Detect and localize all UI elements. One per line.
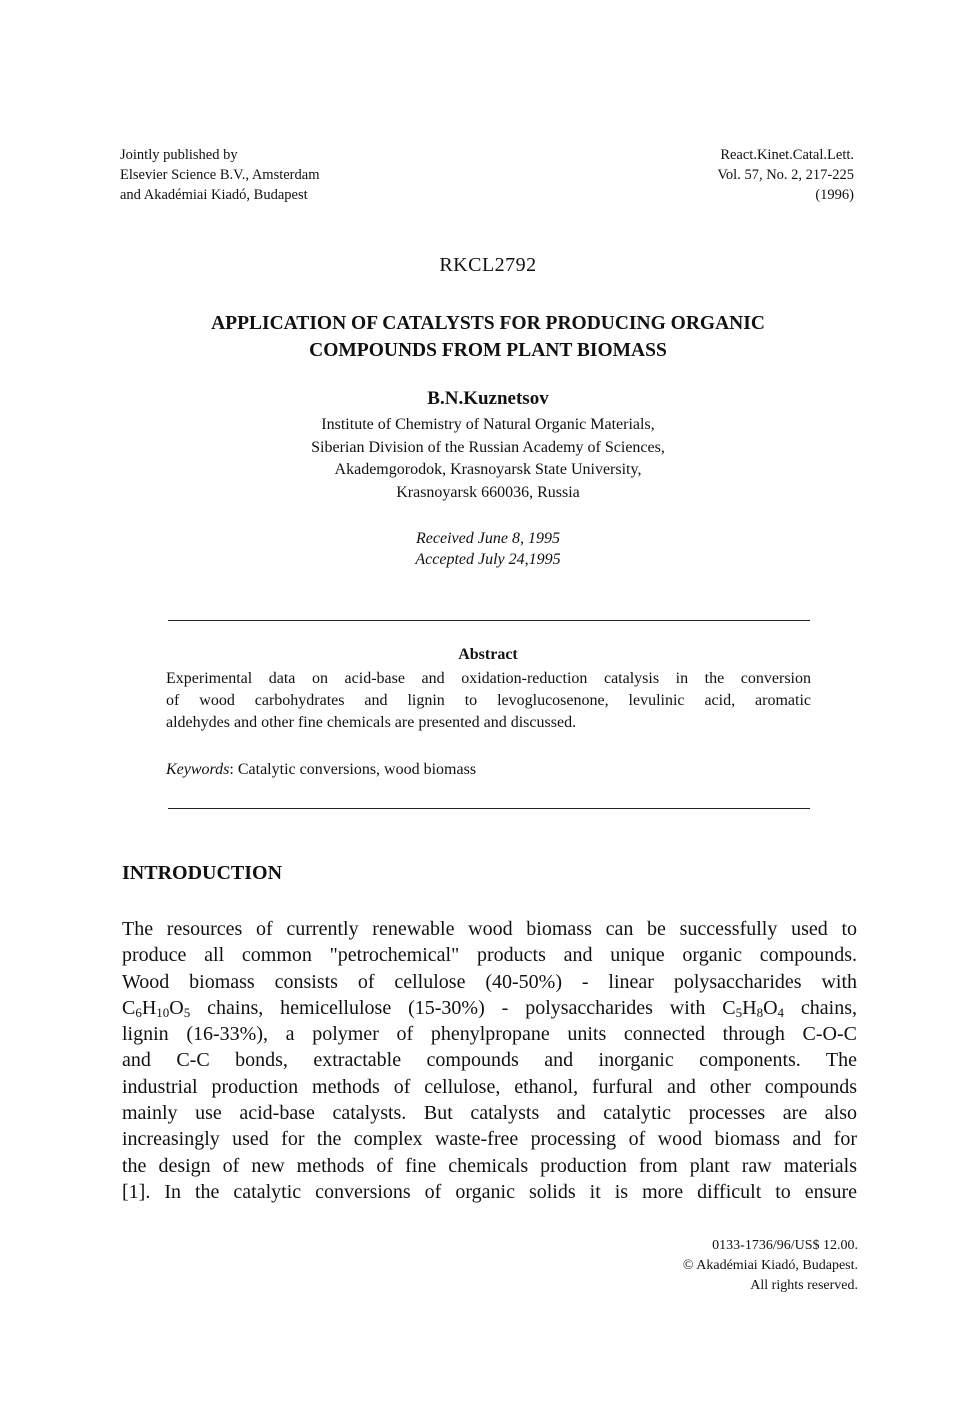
journal-year: (1996) — [815, 187, 854, 203]
article-dates — [0, 528, 976, 570]
abstract-top-rule — [168, 620, 810, 621]
author-affiliation — [0, 414, 976, 504]
abstract-line: aldehydes and other fine chemicals are presented and discussed. — [166, 714, 577, 731]
journal-name: React.Kinet.Catal.Lett. — [720, 147, 854, 163]
publisher-line: Jointly published by — [120, 147, 238, 163]
title-line: APPLICATION OF CATALYSTS FOR PRODUCING ORGANIC — [211, 313, 765, 334]
copyright-footer — [683, 1236, 858, 1296]
title-line: COMPOUNDS FROM PLANT BIOMASS — [309, 340, 667, 361]
body-line-formulas: $C_6H_{10}O_5$ chains, hemicellulose (15-30%) - polysaccharides with $C_5H_8O_4$ chains, — [122, 996, 858, 1020]
body-line: [1]. In the catalytic conversions of organic solids it is more difficult to ensure — [122, 1180, 857, 1203]
journal-citation — [717, 145, 854, 205]
abstract-line: of wood carbohydrates and lignin to levoglucosenone, levulinic acid, aromatic — [166, 692, 811, 709]
abstract-line: Experimental data on acid-base and oxidation-reduction catalysis in the conversion — [166, 670, 811, 687]
received-date: Received June 8, 1995 — [416, 530, 560, 547]
affiliation-line: Akademgorodok, Krasnoyarsk State University, — [334, 461, 642, 478]
abstract-body — [166, 668, 811, 734]
body-line: The resources of currently renewable wood biomass can be successfully used to — [122, 918, 857, 940]
affiliation-line: Institute of Chemistry of Natural Organic Materials, — [321, 416, 655, 433]
introduction-body — [122, 916, 857, 1205]
article-code: RKCL2792 — [439, 254, 537, 276]
publisher-info — [120, 145, 319, 205]
body-line: increasingly used for the complex waste-free processing of wood biomass and for — [122, 1128, 857, 1151]
publisher-line: and Akadémiai Kiadó, Budapest — [120, 187, 308, 203]
body-line: the design of new methods of fine chemicals production from plant raw materials — [122, 1154, 857, 1177]
publisher-line: Elsevier Science B.V., Amsterdam — [120, 167, 320, 183]
body-line: Wood biomass consists of cellulose (40-50%) - linear polysaccharides with — [122, 970, 857, 993]
abstract-heading: Abstract — [458, 646, 518, 663]
keywords-label: Keywords — [166, 761, 230, 778]
affiliation-line: Krasnoyarsk 660036, Russia — [396, 483, 580, 501]
keywords — [166, 761, 476, 779]
accepted-date: Accepted July 24,1995 — [415, 551, 561, 568]
author-name: B.N.Kuznetsov — [427, 388, 549, 409]
paper-title — [100, 310, 876, 364]
copyright-holder: © Akadémiai Kiadó, Budapest. — [682, 1258, 858, 1273]
abstract-bottom-rule — [168, 808, 810, 809]
section-heading-introduction: INTRODUCTION — [122, 862, 283, 884]
keywords-text: : Catalytic conversions, wood biomass — [229, 761, 477, 778]
body-line: and C-C bonds, extractable compounds and inorganic components. The — [122, 1049, 857, 1072]
body-line: mainly use acid-base catalysts. But catalysts and catalytic processes are also — [122, 1102, 857, 1125]
affiliation-line: Siberian Division of the Russian Academy of Sciences, — [311, 438, 665, 456]
issn-price: 0133-1736/96/US$ 12.00. — [712, 1238, 858, 1253]
journal-volume: Vol. 57, No. 2, 217-225 — [717, 167, 854, 183]
body-line: produce all common "petrochemical" products and unique organic compounds. — [122, 944, 857, 967]
rights-reserved: All rights reserved. — [750, 1278, 858, 1293]
body-line: lignin (16-33%), a polymer of phenylpropane units connected through C-O-C — [122, 1023, 857, 1046]
body-line: industrial production methods of cellulose, ethanol, furfural and other compounds — [122, 1075, 857, 1098]
